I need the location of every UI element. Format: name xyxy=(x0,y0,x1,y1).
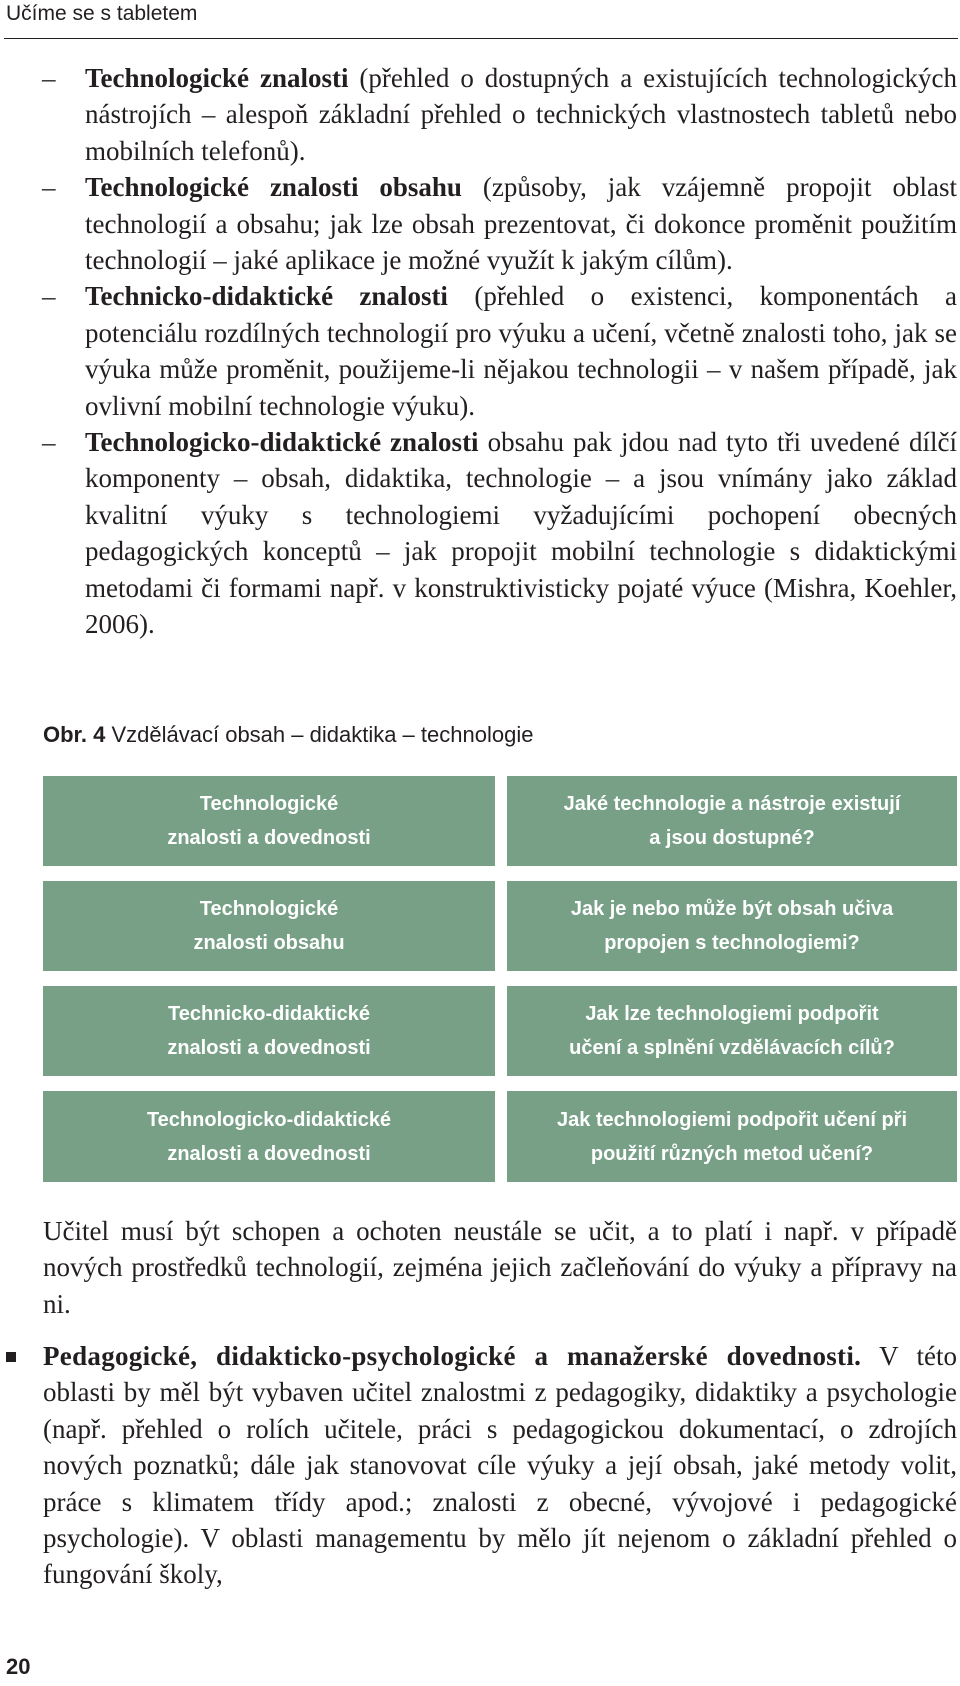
grid-cell-right xyxy=(507,881,957,971)
cell-line: Technologické xyxy=(199,898,339,920)
cell-line: znalosti a dovednosti xyxy=(167,827,371,849)
grid-cell-left xyxy=(43,986,495,1076)
cell-line: znalosti a dovednosti xyxy=(167,1142,371,1165)
dash-marker: – xyxy=(42,281,56,312)
list-item-term: Technologicko-didaktické znalosti xyxy=(85,427,479,458)
section-heading: Pedagogické, didakticko-psychologické a manažerské dovednosti. xyxy=(43,1341,862,1371)
list-item xyxy=(42,278,957,424)
list-item xyxy=(42,169,957,278)
list-item-text: (způsoby, jak vzájemně propojit oblast technologií a obsahu; jak lze obsah prezentovat, či dokonce proměnit použitím technologií – jaké aplikace je možné využít k jakým cílům). xyxy=(85,172,957,276)
list-item-term: Technologické znalosti obsahu xyxy=(85,172,462,203)
square-bullet-icon xyxy=(6,1352,16,1362)
cell-line: a jsou dostupné? xyxy=(649,827,815,849)
dash-marker: – xyxy=(42,63,56,93)
list-item xyxy=(42,60,957,169)
list-item xyxy=(42,424,957,642)
page-number: 20 xyxy=(6,1654,31,1679)
cell-line: Technologicko-didaktické xyxy=(146,1108,392,1131)
list-item-term: Technicko-didaktické znalosti xyxy=(85,281,448,312)
cell-line: znalosti obsahu xyxy=(193,932,345,954)
cell-line: propojen s technologiemi? xyxy=(604,932,860,954)
figure-title: Vzdělávací obsah – didaktika – technologie xyxy=(111,722,534,747)
list-item-term: Technologické znalosti xyxy=(85,63,349,93)
cell-line: učení a splnění vzdělávacích cílů? xyxy=(569,1037,895,1059)
body-paragraph: Učitel musí být schopen a ochoten neustále se učit, a to platí i např. v případě nových prostředků technologií, zejména jejich začleňování do výuky a přípravy na ni. xyxy=(43,1216,957,1319)
list-item-text: obsahu pak jdou nad tyto tři uvedené dílčí komponenty – obsah, didaktika, technologie – a jsou vnímány jako základ kvalitní výuky s technologiemi vyžadujícími pochopení obecných pedagogických konceptů – jak propojit mobilní technologie s didaktickými metodami či formami např. v konstruktivisticky pojaté výuce (Mishra, Koehler, 2006). xyxy=(85,427,957,640)
grid-cell-left xyxy=(43,881,495,971)
section-paragraph xyxy=(43,1338,957,1593)
grid-cell-right xyxy=(507,986,957,1076)
grid-cell-left xyxy=(43,776,495,866)
grid-cell-right xyxy=(507,1091,957,1182)
cell-line: použití různých metod učení? xyxy=(590,1142,874,1165)
cell-line: Jak technologiemi podpořit učení při xyxy=(556,1108,908,1131)
header-rule xyxy=(4,38,958,39)
grid-cell-right xyxy=(507,776,957,866)
cell-line: Jaké technologie a nástroje existují xyxy=(563,793,901,815)
grid-cell-left xyxy=(43,1091,495,1182)
figure-label: Obr. 4 xyxy=(43,722,106,747)
list-item-text: (přehled o dostupných a existujících technologických nástrojích – alespoň základní přehled o technických vlastnostech tabletů nebo mobilních telefonů). xyxy=(85,63,957,166)
cell-line: Jak je nebo může být obsah učiva xyxy=(570,898,894,920)
figure-caption xyxy=(43,722,533,748)
dash-marker: – xyxy=(42,172,56,203)
section-text: V této oblasti by měl být vybaven učitel znalostmi z pedagogiky, didaktiky a psychologie (např. přehled o rolích učitele, práci s pedagogickou dokumentací, o zdrojích nových poznatků; dále jak stanovovat cíle výuky a její obsah, jaké metody volit, práce s klimatem třídy apod.; znalosti z obecné, vývojové i pedagogické psychologie). V oblasti managementu by mělo jít nejenom o základní přehled o fungování školy, xyxy=(43,1341,957,1590)
cell-line: Jak lze technologiemi podpořit xyxy=(585,1003,879,1025)
cell-line: znalosti a dovednosti xyxy=(167,1037,371,1059)
running-head: Učíme se s tabletem xyxy=(6,2,198,25)
dash-marker: – xyxy=(42,427,56,458)
cell-line: Technologické xyxy=(199,793,339,815)
list-item-text: (přehled o existenci, komponentách a potenciálu rozdílných technologií pro výuku a učení, včetně znalosti toho, jak se výuka může proměnit, použijeme-li nějakou technologii – v našem případě, jak ovlivní mobilní technologie výuku). xyxy=(85,281,957,421)
cell-line: Technicko-didaktické xyxy=(168,1003,370,1025)
knowledge-list xyxy=(42,60,957,643)
